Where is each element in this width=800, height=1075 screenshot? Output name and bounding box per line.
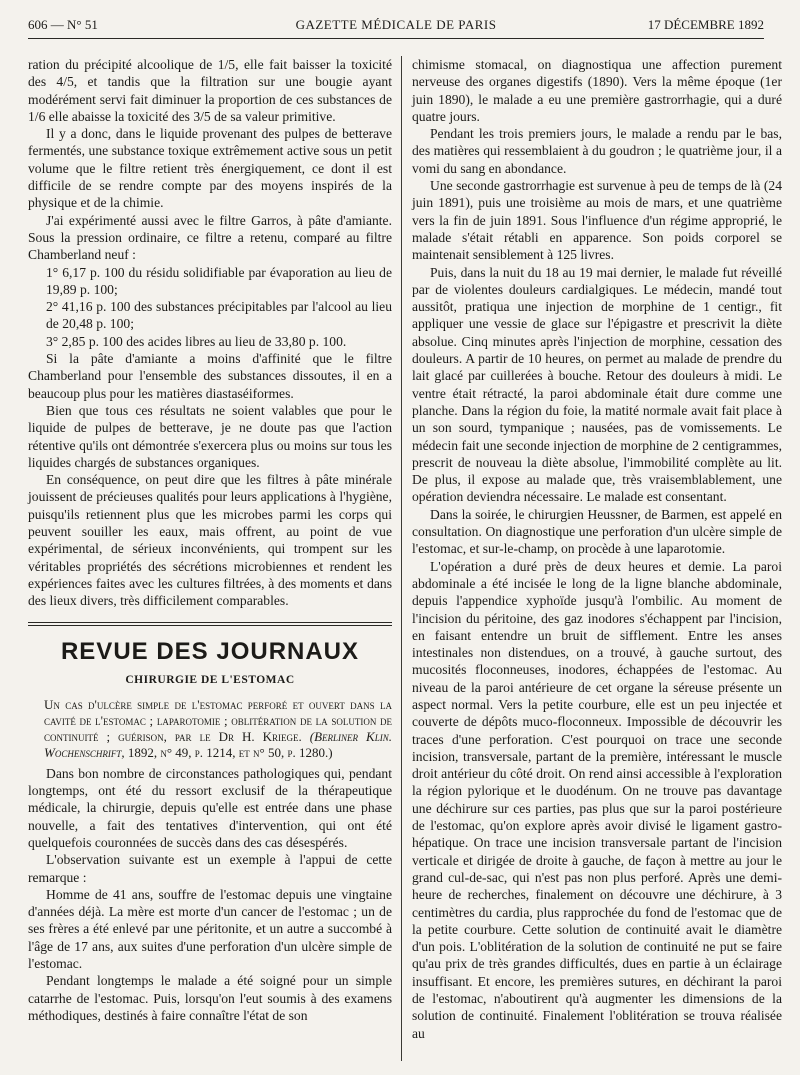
list-item: 3° 2,85 p. 100 des acides libres au lieu de 33,80 p. 100. [46, 333, 347, 349]
list-item: 1° 6,17 p. 100 du résidu solidifiable par évaporation au lieu de 19,89 p. 100; [46, 264, 392, 297]
paragraph: En conséquence, on peut dire que les filtres à pâte minérale jouissent de précieuses qualités pour leurs applications à l'hygiène, puisqu'ils retiennent plus que les microbes parmi les corps qui peuvent souiller les eaux, mais offrent, au point de vue expérimental, de sérieux inconvénients, qui trompent sur les véritables propriétés des sécrétions microbiennes et rendent les expériences faites avec les cultures filtrées, à des moments et dans des lieux divers, très difficilement comparables. [28, 472, 392, 609]
column-divider [401, 56, 402, 1061]
paragraph: Homme de 41 ans, souffre de l'estomac depuis une vingtaine d'années déjà. La mère est morte d'un cancer de l'estomac ; un de ses frères a été enlevé par une péritonite, et un autre a succombé à l'âge de 17 ans, aux suites d'une perforation d'un ulcère simple de l'estomac. [28, 886, 392, 972]
paragraph: J'ai expérimenté aussi avec le filtre Garros, à pâte d'amiante. Sous la pression ordinaire, ce filtre a retenu, comparé au filtre Chamberland neuf : [28, 212, 392, 263]
article-title-text: Un cas d'ulcère simple de l'estomac perforé et ouvert dans la cavité de l'estomac ; laparotomie ; oblitération de la solution de continuité ; guérison, par le Dr H. Kriege. [44, 696, 392, 744]
section-subtitle: CHIRURGIE DE L'ESTOMAC [125, 673, 295, 686]
paragraph: Pendant les trois premiers jours, le malade a rendu par le bas, des matières qui ressemblaient à du goudron ; le quatrième jour, il a vomi du sang en abondance. [412, 126, 782, 176]
page-number: 606 — N° 51 [28, 17, 98, 32]
paragraph: Pendant longtemps le malade a été soigné pour un simple catarrhe de l'estomac. Puis, lorsqu'on l'eut soumis à des examens méthodiques, destinés à faire connaître l'état de son [28, 973, 392, 1023]
journal-name: (Berliner Klin. Wochenschrift, [44, 728, 392, 760]
paragraph: Si la pâte d'amiante a moins d'affinité que le filtre Chamberland pour l'ensemble des substances dissoutes, il en a beaucoup plus pour les matières diastaséiformes. [28, 351, 392, 401]
section-title: REVUE DES JOURNAUX [60, 637, 360, 665]
paragraph: Dans la soirée, le chirurgien Heussner, de Barmen, est appelé en consultation. On diagnostique une perforation d'un ulcère simple de l'estomac, et sur-le-champ, on procède à une laparotomie. [412, 506, 782, 557]
paragraph: Bien que tous ces résultats ne soient valables que pour le liquide de pulpes de betterave, je ne doute pas que l'action rétentive qu'ils ont démontrée s'exercera plus ou moins sur tous les liquides chargés de substances organiques. [28, 402, 392, 470]
issue-date: 17 DÉCEMBRE 1892 [647, 17, 764, 32]
paragraph: Une seconde gastrorrhagie est survenue à peu de temps de là (24 juin 1891), puis une troisième au mois de mars, et une quatrième vers la fin de juin 1891. Sous l'influence d'un régime approprié, le malade s'était rétabli en apparence. Son poids corporel se maintenait sensiblement à 125 livres. [412, 178, 782, 263]
journal-title: GAZETTE MÉDICALE DE PARIS [295, 17, 497, 32]
reference-details: 1892, n° 49, p. 1214, et n° 50, p. 1280.) [124, 744, 333, 760]
section-rule [28, 622, 392, 623]
paragraph: chimisme stomacal, on diagnostiqua une affection purement nerveuse des organes digestifs (1890). Vers la même époque (1er juin 1890), le malade a eu une première gastrorrhagie, qui a duré quatre jours. [412, 57, 782, 124]
article-title [28, 697, 392, 761]
section-rule [28, 625, 392, 626]
paragraph: L'opération a duré près de deux heures et demie. La paroi abdominale a été incisée le long de la ligne blanche abdominale, depuis l'appendice xyphoïde jusqu'à l'ombilic. Au moment de l'incision du péritoine, des gaz inodores s'échappent par l'incision, en faisant entendre un bruit de sifflement. Entre les anses intestinales non distendues, on a trouvé, à gauche surtout, des mucosités floconneuses, inodores, échappées de l'estomac. Au niveau de la paroi antérieure de cet organe la séreuse présente un aspect normal. Vers la petite courbure, elle est un peu injectée et couverte de dépôts muco-floconneux. Impossible de découvrir les traces d'une perforation. C'est pourquoi on trace une seconde incision, transversale, partant de la première, intéressant le muscle droit antérieur du côté droit. On rend ainsi accessible à l'exploration la région pylorique et le duodénum. On ne trouve pas davantage une déchirure sur ces parties, pas plus que sur la paroi postérieure de l'estomac, qu'on explore après avoir divisé le ligament gastro-hépatique. On trace une incision transversale partant de l'incision verticale et dirigée de droite à gauche, de façon à mettre au jour le grand cul-de-sac, qui n'est pas non plus perforé. Après une demi-heure de recherches, finalement on découvre une déchirure, à 3 centimètres du cardia, plus rapprochée du fond de l'estomac que de la petite courbure. Cette solution de continuité avait le diamètre d'un pois. L'oblitération de la solution de continuité ne put se faire qu'au prix de très grandes difficultés, dues en partie à un éclairage insuffisant. Et encore, les premières sutures, en déchirant la paroi de l'estomac, n'aboutirent qu'à augmenter les dimensions de la solution de continuité. Finalement l'oblitération se trouva réalisée au [412, 558, 782, 1041]
list-item: 2° 41,16 p. 100 des substances précipitables par l'alcool au lieu de 20,48 p. 100; [46, 299, 392, 332]
paragraph: Puis, dans la nuit du 18 au 19 mai dernier, le malade fut réveillé par de violentes douleurs cardialgiques. Le médecin, mandé tout aussitôt, pratiqua une injection de morphine de 1 centigr., fit appliquer une vessie de glace sur l'épigastre et prescrivit la diète absolue. Cinq minutes après l'injection de morphine, cessation des douleurs. A partir de 10 heures, on permet au malade de prendre du lait glacé par cuillerées à bouche. Retour des douleurs à midi. Le ventre était rétracté, la paroi abdominale était dure comme une planche. Dans la région du foie, la matité normale avait fait place à un son sourd, tympanique ; nausées, pas de vomissements. Le médecin fait une seconde injection de morphine de 2 centigrammes, prescrit de nouveau la diète absolue, l'immobilité complète au lit. De plus, il expose au malade que, très vraisemblablement, une opération deviendra nécessaire. Le malade est consentant. [412, 264, 782, 505]
paragraph: ration du précipité alcoolique de 1/5, elle fait baisser la toxicité des 4/5, et tandis que la filtration sur une bougie ayant modérément servi fait diminuer la proportion de ces substances de 1/6 elle abaisse la toxicité des 3/5 de sa valeur primitive. [28, 57, 392, 124]
page-header [28, 14, 764, 39]
paragraph: Dans bon nombre de circonstances pathologiques qui, pendant longtemps, ont été du ressort exclusif de la thérapeutique médicale, la chirurgie, depuis qu'elle est entrée dans une phase nouvelle, a fait des tentatives d'intervention, qui ont été quelquefois couronnées de succès dans des cas désespérés. [28, 765, 392, 850]
left-column [28, 56, 392, 1024]
paragraph: Il y a donc, dans le liquide provenant des pulpes de betterave fermentés, une substance toxique extrêmement active sous un petit volume que le filtre retient très énergiquement, ce dont il est difficile de se rendre compte par des moyens inspirés de la physique et de la chimie. [28, 126, 392, 211]
right-column [412, 56, 782, 1042]
paragraph: L'observation suivante est un exemple à l'appui de cette remarque : [28, 852, 392, 885]
